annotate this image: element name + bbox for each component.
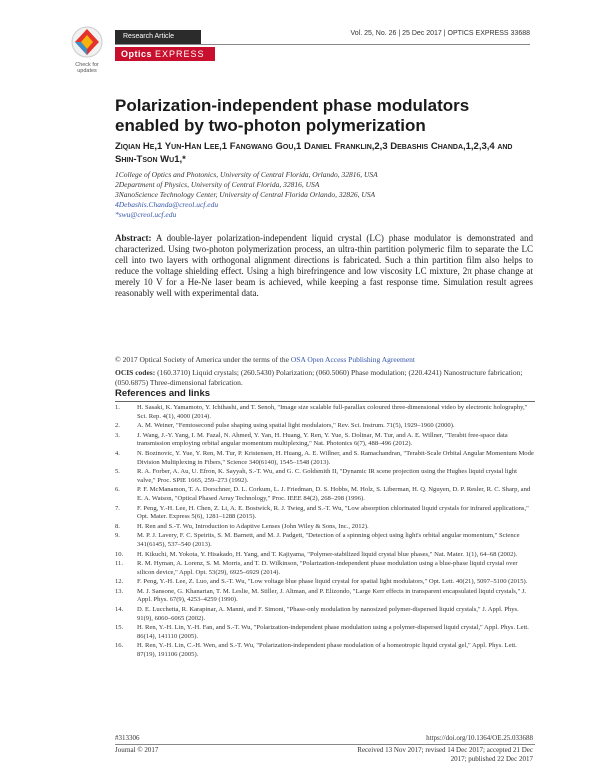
reference-text: H. Ren, Y.-H. Lin, C.-H. Wen, and S.-T. Wu, "Polarization-independent phase modulation of a homeotropic liquid crystal gel," Appl. Phys. Lett. 87(19), 191106 (2005). — [137, 642, 517, 659]
crossmark-label: Check for updates — [75, 62, 99, 74]
copyright-text: © 2017 Optical Society of America under the terms of the — [115, 355, 291, 364]
reference-number: 12. — [115, 578, 124, 586]
reference-text: A. M. Weiner, "Femtosecond pulse shaping using spatial light modulators," Rev. Sci. Instrum. 71(5), 1929–1960 (2000). — [137, 422, 455, 430]
reference-item — [115, 468, 535, 485]
reference-item — [115, 505, 535, 522]
ocis-text: (160.3710) Liquid crystals; (260.5430) Polarization; (060.5060) Phase modulation; (220.4241) Nanostructure fabrication; (050.6875) Three-dimensional fabrication. — [115, 368, 523, 387]
reference-text: F. Peng, Y.-H. Lee, H. Chen, Z. Li, A. E. Bostwick, R. J. Twieg, and S.-T. Wu, "Low absorption chlorinated liquid crystals for infrared applications," Opt. Mater. Express 5(6), 1281–1288 (2015). — [137, 504, 529, 521]
reference-number: 6. — [115, 486, 120, 494]
journal-brand-suffix: EXPRESS — [155, 49, 205, 59]
reference-item — [115, 486, 535, 503]
reference-text: D. E. Lucchetta, R. Karapinar, A. Manni, and F. Simoni, "Phase-only modulation by nanosized polymer-dispersed liquid crystals," J. Appl. Phys. 91(9), 6060–6065 (2002). — [137, 606, 519, 622]
reference-number: 3. — [115, 431, 120, 439]
reference-item — [115, 578, 535, 587]
footer-doi[interactable]: https://doi.org/10.1364/OE.25.033688 — [426, 734, 533, 742]
reference-text: M. P. J. Lavery, F. C. Speirits, S. M. Barnett, and M. J. Padgett, "Detection of a spinning object using light's orbital angular momentum," Science 341(6145), 537–540 (2013). — [137, 532, 520, 548]
reference-text: H. Sasaki, K. Yamamoto, Y. Ichihashi, and T. Senoh, "Image size scalable full-parallax coloured three-dimensional video by electronic holography," Sci. Rep. 4(1), 4000 (2014). — [137, 404, 528, 420]
corresponding-email[interactable]: *swu@creol.ucf.edu — [115, 210, 177, 219]
reference-item — [115, 532, 535, 549]
reference-number: 10. — [115, 550, 124, 558]
footer-left — [115, 734, 158, 755]
reference-number: 1. — [115, 404, 120, 411]
reference-item — [115, 450, 535, 467]
reference-number: 15. — [115, 624, 124, 632]
reference-item — [115, 422, 535, 431]
reference-number: 5. — [115, 468, 120, 476]
reference-item — [115, 642, 535, 659]
affiliations — [115, 170, 535, 220]
affiliation-4[interactable]: 4Debashis.Chanda@creol.ucf.edu — [115, 200, 219, 209]
reference-text: R. M. Hyman, A. Lorenz, S. M. Morris, and T. D. Wilkinson, "Polarization-independent phase modulation using a blue-phase liquid crystal over silicon device," Appl. Opt. 53(29), 6925–6929 (2014). — [137, 560, 518, 576]
reference-text: J. Wang, J.-Y. Yang, I. M. Fazal, N. Ahmed, Y. Yan, H. Huang, Y. Ren, Y. Yue, S. Dolinar, M. Tur, and A. E. Willner, "Terabit free-space data transmission employing orbital angular momentum multiplexing," Nat. Photonics 6(7), 488–496 (2012). — [137, 431, 508, 448]
author-list: Ziqian He,1 Yun-Han Lee,1 Fangwang Gou,1 Daniel Franklin,2,3 Debashis Chanda,1,2,3,4 and Shin-Tson Wu1,* — [115, 141, 513, 165]
reference-item — [115, 606, 535, 623]
reference-text: H. Ren and S.-T. Wu, Introduction to Adaptive Lenses (John Wiley & Sons, Inc., 2012). — [137, 522, 369, 530]
reference-number: 16. — [115, 642, 124, 650]
reference-item — [115, 624, 535, 641]
abstract-label: Abstract: — [115, 233, 152, 243]
paper-title: Polarization-independent phase modulators enabled by two-photon polymerization — [115, 96, 470, 135]
copyright-link[interactable]: OSA Open Access Publishing Agreement — [290, 355, 416, 364]
reference-text: H. Kikuchi, M. Yokota, Y. Hisakado, H. Yang, and T. Kajiyama, "Polymer-stabilized liquid crystal blue phases," Nat. Mater. 1(1), 64–68 (2002). — [137, 550, 518, 558]
affiliation-2: 2Department of Physics, University of Central Florida, 32816, USA — [115, 180, 320, 189]
reference-item — [115, 560, 535, 577]
reference-text: F. Peng, Y.-H. Lee, Z. Luo, and S.-T. Wu, "Low voltage blue phase liquid crystal for spatial light modulators," Opt. Lett. 40(21), 5097–5100 (2015). — [137, 578, 528, 586]
references-list — [115, 404, 535, 661]
reference-item — [115, 551, 535, 560]
reference-text: N. Bozinovic, Y. Yue, Y. Ren, M. Tur, P. Kristensen, H. Huang, A. E. Willner, and S. Ramachandran, "Terabit-Scale Orbital Angular Momentum Mode Division Multiplexing in Fibers," Science 340(6140), 1545–1548 (2013). — [137, 449, 534, 466]
reference-number: 8. — [115, 522, 120, 530]
references-rule — [115, 401, 535, 402]
footer-journal: Journal © 2017 — [115, 746, 159, 754]
reference-number: 9. — [115, 532, 120, 540]
journal-brand-badge — [115, 47, 215, 61]
header-rule — [115, 44, 530, 45]
journal-brand: Optics — [121, 49, 153, 59]
references-heading: References and links — [115, 388, 211, 399]
copyright — [115, 355, 535, 365]
footer-dates: Received 13 Nov 2017; revised 14 Dec 2017; accepted 21 Dec 2017; published 22 Dec 2017 — [357, 746, 533, 763]
reference-number: 11. — [115, 560, 123, 568]
article-type-badge: Research Article — [115, 30, 201, 44]
reference-text: H. Ren, Y.-H. Lin, Y.-H. Fan, and S.-T. Wu, "Polarization-independent phase modulation using a polymer-dispersed liquid crystal," Appl. Phys. Lett. 86(14), 141110 (2005). — [137, 624, 529, 640]
reference-text: P. F. McManamon, T. A. Dorschner, D. L. Corkum, L. J. Friedman, D. S. Hobbs, M. Holz, S. Liberman, H. Q. Nguyen, D. P. Resler, R. C. Sharp, and E. A. Watson, "Optical Phased Array Technology," Proc. IEEE 84(2), 268–298 (1996). — [137, 486, 531, 502]
ocis-label: OCIS codes: — [115, 368, 156, 377]
reference-number: 13. — [115, 587, 124, 595]
reference-text: M. J. Sansone, G. Khanarian, T. M. Leslie, M. Stiller, J. Altman, and P. Elizondo, "Large Kerr effects in transparent encapsulated liquid crystals," J. Appl. Phys. 67(9), 4253–4259 (1990). — [137, 587, 527, 604]
footer-right — [340, 734, 533, 764]
reference-text: R. A. Forber, A. Au, U. Efron, K. Sayyah, S.-T. Wu, and G. C. Goldsmith II, "Dynamic IR scene projection using the Hughes liquid crystal light valve," Proc. SPIE 1665, 259–273 (1992). — [137, 468, 517, 484]
reference-number: 4. — [115, 449, 120, 457]
reference-item — [115, 523, 535, 532]
reference-number: 7. — [115, 504, 120, 512]
reference-number: 14. — [115, 606, 124, 614]
reference-item — [115, 404, 535, 421]
abstract-text: A double-layer polarization-independent liquid crystal (LC) phase modulator is demonstrated and characterized. Using two-photon polymerization process, an ultra-thin partition polymeric film to separate the LC cell into two layers with orthogonal alignment directions is fabricated. Such a thin partition film also helps to reduce the voltage shielding effect. Using a high birefringence and low viscosity LC mixture, 2π phase change at merely 10 V for a He-Ne laser beam is achieved, while keeping a fast response time. Simulation result agrees reasonably well with experimental data. — [115, 233, 533, 299]
abstract — [115, 233, 533, 300]
ocis-codes — [115, 368, 535, 388]
journal-info: Vol. 25, No. 26 | 25 Dec 2017 | OPTICS EXPRESS 33688 — [350, 30, 530, 37]
reference-item — [115, 588, 535, 605]
affiliation-3: 3NanoScience Technology Center, University of Central Florida Orlando, 32826, USA — [115, 190, 376, 199]
reference-item — [115, 432, 535, 449]
affiliation-1: 1College of Optics and Photonics, University of Central Florida, Orlando, 32816, USA — [115, 170, 378, 179]
reference-number: 2. — [115, 422, 120, 430]
footer-id: #313306 — [115, 734, 140, 742]
